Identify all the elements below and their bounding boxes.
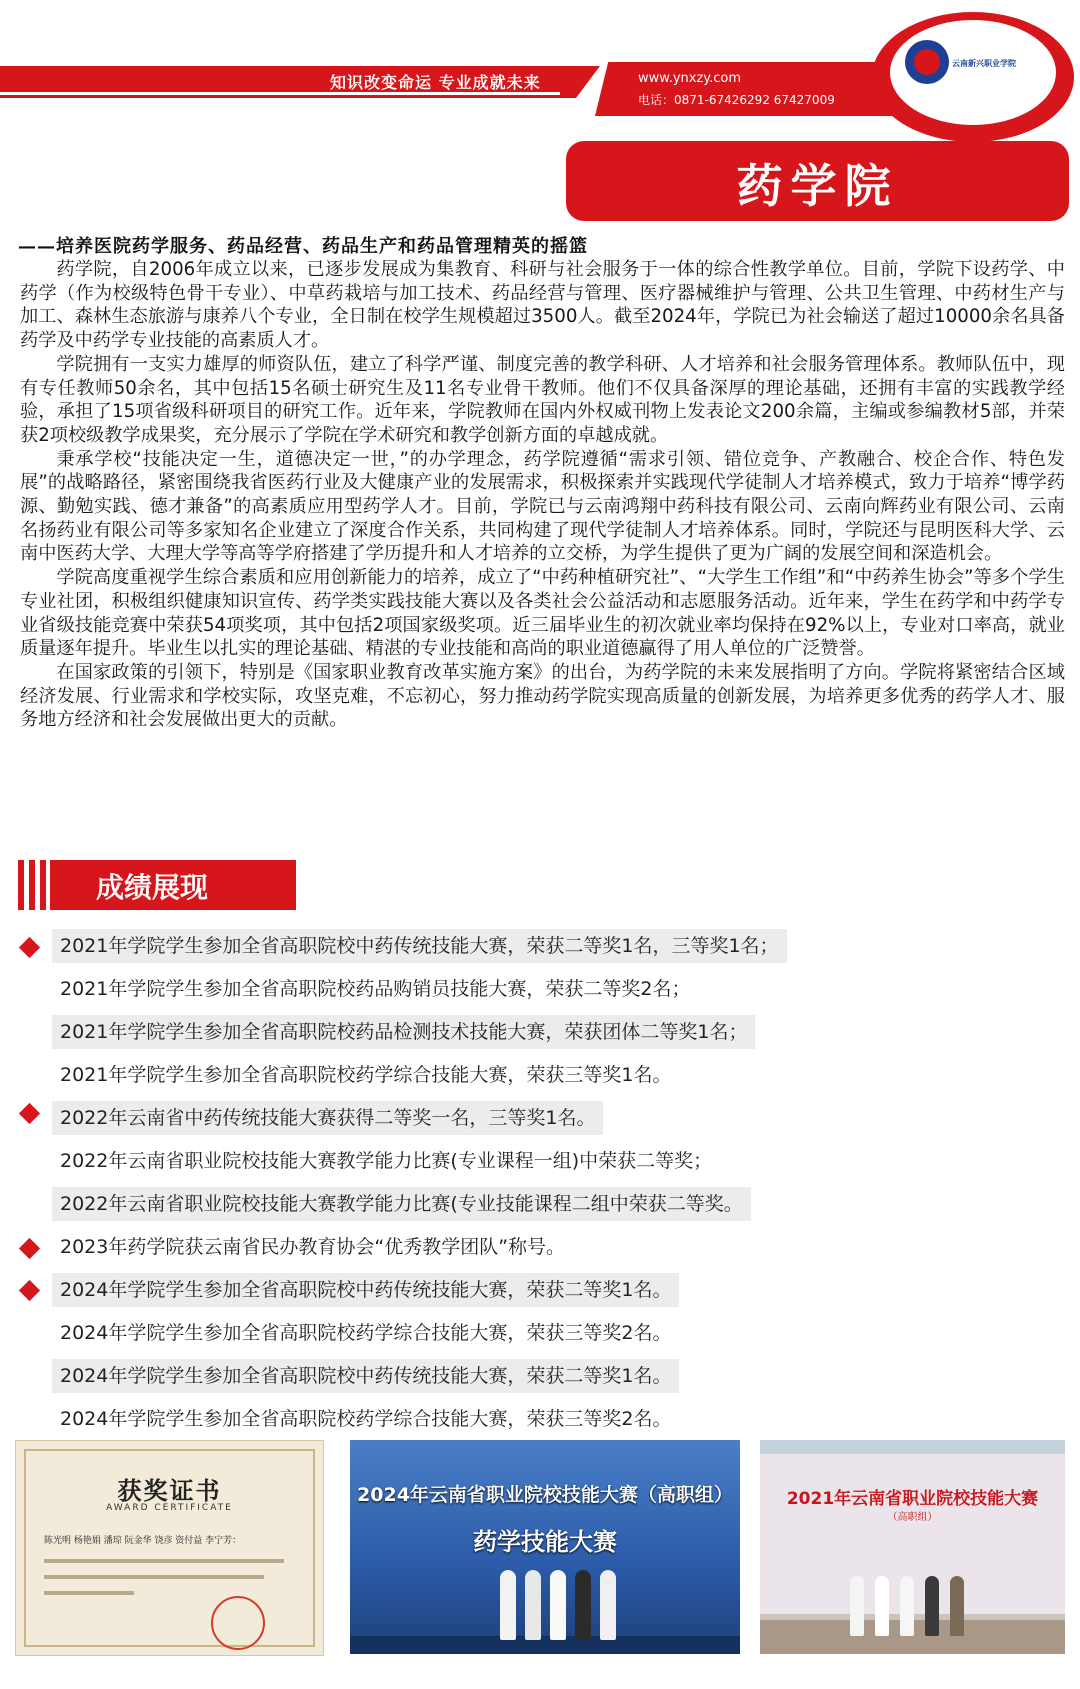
- achievement-item: 2021年学院学生参加全省高职院校药品购销员技能大赛，荣获二等奖2名；: [60, 978, 691, 1000]
- group-photo: [760, 1440, 1065, 1654]
- contest-banner-subtitle: 药学技能大赛: [473, 1528, 617, 1556]
- certificate-title: 获奖证书: [117, 1476, 222, 1505]
- person-figure: [550, 1570, 566, 1640]
- diamond-bullet-icon: [19, 1238, 40, 1259]
- diamond-bullet-icon: [19, 1280, 40, 1301]
- intro-paragraph: 秉承学校“技能决定一生，道德决定一世，”的办学理念，药学院遵循“需求引领、错位竞争、产教融合、校企合作、特色发展”的战略路径，紧密围绕我省医药行业及大健康产业的发展需求，积极探索并实践现代学徒制人才培养模式，致力于培养“博学药源、勤勉实践、德才兼备”的高素质应用型药学人才。目前，学院已与云南鸿翔中药科技有限公司、云南向辉药业有限公司、云南名扬药业有限公司等多家知名企业建立了深度合作关系，共同构建了现代学徒制人才培养体系。同时，学院还与昆明医科大学、云南中医药大学、大理大学等高等学府搭建了学历提升和人才培养的立交桥，为学生提供了更为广阔的发展空间和深造机会。: [20, 448, 1065, 565]
- intro-paragraph: 学院拥有一支实力雄厚的师资队伍，建立了科学严谨、制度完善的教学科研、人才培养和社会服务管理体系。教师队伍中，现有专任教师50余名，其中包括15名硕士研究生及11名专业骨干教师。他们不仅具备深厚的理论基础，还拥有丰富的实践教学经验，承担了15项省级科研项目的研究工作。近年来，学院教师在国内外权威刊物上发表论文200余篇，主编或参编教材5部，并荣获2项校级教学成果奖，充分展示了学院在学术研究和教学创新方面的卓越成就。: [20, 353, 1065, 446]
- achievement-item: 2024年学院学生参加全省高职院校药学综合技能大赛，荣获三等奖2名。: [60, 1408, 672, 1430]
- achievement-item: 2024年学院学生参加全省高职院校中药传统技能大赛，荣获二等奖1名。: [52, 1359, 679, 1393]
- page-subtitle: ——培养医院药学服务、药品经营、药品生产和药品管理精英的摇篮: [18, 236, 588, 257]
- header-slogan: 知识改变命运 专业成就未来: [330, 73, 541, 92]
- person-figure: [950, 1576, 964, 1636]
- logo-text: 云南新兴职业学院: [952, 59, 1016, 68]
- contest-stage-photo: [350, 1440, 740, 1654]
- certificate-text-line: [44, 1591, 134, 1595]
- intro-paragraph: 学院高度重视学生综合素质和应用创新能力的培养，成立了“中药种植研究社”、“大学生工作组”和“中药养生协会”等多个学生专业社团，积极组织健康知识宣传、药学类实践技能大赛以及各类社会公益活动和志愿服务活动。近年来，学生在药学和中药学专业省级技能竞赛中荣获54项奖项，其中包括2项国家级奖项。近三届毕业生的初次就业率均保持在92%以上，专业对口率高，就业质量逐年提升。毕业生以扎实的理论基础、精湛的专业技能和高尚的职业道德赢得了用人单位的广泛赞誉。: [20, 567, 1065, 660]
- certificate-subtitle: AWARD CERTIFICATE: [106, 1503, 233, 1513]
- section-title: 成绩展现: [96, 871, 209, 904]
- person-figure: [875, 1576, 889, 1636]
- person-figure: [600, 1570, 616, 1640]
- person-figure: [850, 1576, 864, 1636]
- person-figure: [925, 1576, 939, 1636]
- stage-floor: [350, 1636, 740, 1654]
- achievement-item: 2024年学院学生参加全省高职院校药学综合技能大赛，荣获三等奖2名。: [60, 1322, 672, 1344]
- achievement-item: 2022年云南省职业院校技能大赛教学能力比赛(专业技能课程二组中荣获二等奖。: [52, 1187, 751, 1221]
- diamond-bullet-icon: [19, 1103, 40, 1124]
- person-figure: [575, 1570, 591, 1640]
- achievement-item: 2023年药学院获云南省民办教育协会“优秀教学团队”称号。: [60, 1236, 566, 1258]
- college-logo-icon: [905, 40, 949, 84]
- group-banner: 2021年云南省职业院校技能大赛: [786, 1489, 1039, 1509]
- certificate-text-line: [44, 1559, 284, 1563]
- certificate-text-line: [44, 1575, 264, 1579]
- achievement-item: 2021年学院学生参加全省高职院校药品检测技术技能大赛，荣获团体二等奖1名；: [52, 1015, 755, 1049]
- header-phone: 电话：0871-67426292 67427009: [638, 93, 835, 107]
- certificate-photo: [15, 1440, 324, 1656]
- achievement-item: 2022年云南省职业院校技能大赛教学能力比赛(专业课程一组)中荣获二等奖；: [60, 1150, 713, 1172]
- person-figure: [900, 1576, 914, 1636]
- diamond-bullet-icon: [19, 937, 40, 958]
- page-title: 药学院: [736, 159, 899, 213]
- intro-paragraph: 在国家政策的引领下，特别是《国家职业教育改革实施方案》的出台，为药学院的未来发展指明了方向。学院将紧密结合区域经济发展、行业需求和学校实际，攻坚克难，不忘初心，努力推动药学院实现高质量的创新发展，为培养更多优秀的药学人才、服务地方经济和社会发展做出更大的贡献。: [20, 661, 1065, 731]
- achievement-item: 2022年云南省中药传统技能大赛获得二等奖一名，三等奖1名。: [52, 1101, 603, 1135]
- header-website: www.ynxzy.com: [638, 71, 742, 86]
- contest-banner: 2024年云南省职业院校技能大赛（高职组）: [357, 1484, 733, 1506]
- certificate-seal-icon: [211, 1596, 265, 1650]
- achievement-item: 2024年学院学生参加全省高职院校中药传统技能大赛，荣获二等奖1名。: [52, 1273, 679, 1307]
- achievement-item: 2021年学院学生参加全省高职院校药学综合技能大赛，荣获三等奖1名。: [60, 1064, 672, 1086]
- person-figure: [500, 1570, 516, 1640]
- intro-text: [20, 258, 1065, 732]
- certificate-names: 陈光明 杨艳娟 潘琼 阮金华 饶彦 资付益 李宁芳：: [44, 1536, 242, 1546]
- achievement-item: 2021年学院学生参加全省高职院校中药传统技能大赛，荣获二等奖1名，三等奖1名；: [52, 929, 787, 963]
- intro-paragraph: 药学院，自2006年成立以来，已逐步发展成为集教育、科研与社会服务于一体的综合性教学单位。目前，学院下设药学、中药学（作为校级特色骨干专业）、中草药栽培与加工技术、药品经营与管理、医疗器械维护与管理、公共卫生管理、中药材生产与加工、森林生态旅游与康养八个专业，全日制在校学生规模超过3500人。截至2024年，学院已为社会输送了超过10000余名具备药学及中药学专业技能的高素质人才。: [20, 259, 1065, 352]
- person-figure: [525, 1570, 541, 1640]
- section-stripes: [18, 860, 46, 910]
- group-banner-sub: （高职组）: [887, 1512, 938, 1523]
